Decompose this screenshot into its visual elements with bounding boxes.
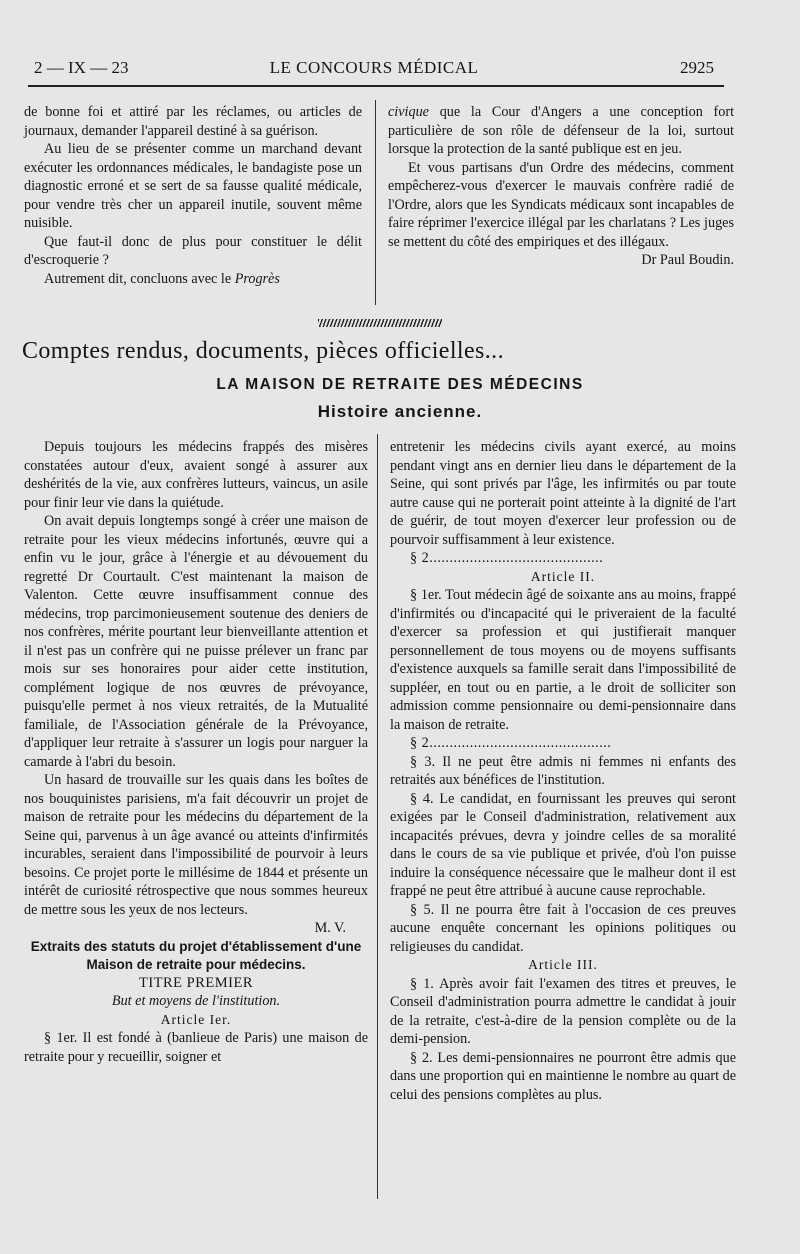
paragraph (24, 270, 362, 289)
prev-article-right-column (388, 103, 734, 270)
article-title: LA MAISON DE RETRAITE DES MÉDECINS (216, 376, 584, 393)
paragraph: Un hasard de trouvaille sur les quais dans les boîtes de nos bouquinistes parisiens, m'a fait découvrir un projet de maison de retraite pour les médecins du département de la Seine qui, parvenus à un âge avancé ou atteints d'infirmités incurables, seraient dans l'impossibilité de pourvoir à leurs besoins. Ce projet porte le millésime de 1844 et présente un intérêt de curiosité rétrospective que nous sommes heureux de mettre sous les yeux de nos lecteurs. (24, 772, 368, 918)
italic-text: Progrès (234, 270, 280, 287)
titre-premier: TITRE PREMIER (138, 974, 254, 991)
paragraph: de bonne foi et attiré par les réclames, ou articles de journaux, demander l'appareil destiné à sa guérison. (24, 104, 362, 139)
column-rule (377, 434, 378, 1199)
prev-article-left-column (24, 103, 362, 288)
author-initials: M. V. (314, 920, 346, 936)
ornament-divider (318, 319, 442, 327)
paragraph (388, 103, 734, 159)
italic-text: civique (388, 104, 429, 120)
article-left-column (24, 438, 368, 1066)
article-right-column (390, 438, 736, 1104)
paragraph: § 5. Il ne pourra être fait à l'occasion de ces preuves aucune enquête concernant les opinions politiques ou religieuses du candidat. (390, 901, 736, 955)
paragraph: Depuis toujours les médecins frappés des misères constatées autour d'eux, avaient songé à assurer aux deshérités de la vie, aux confrères lutteurs, vaincus, un asile pour finir leur vie dans la quiétude. (24, 439, 368, 511)
page-number: 2925 (680, 58, 714, 77)
paragraph: § 1. Après avoir fait l'examen des titres et preuves, le Conseil d'administration pourra admettre le candidat à jouir de la retraite, c'est-à-dire de la pension complète ou de la demi-pension. (390, 975, 736, 1047)
issue-date: 2 — IX — 23 (34, 58, 129, 77)
paragraph: Et vous partisans d'un Ordre des médecins, comment empêcherez-vous d'exercer le mauvais confrère radié de l'Ordre, alors que les Syndicats médicaux sont incapables de faire réprimer l'exercice illégal par les charlatans ? Les juges se mettent du côté des empiriques et des illégaux. (388, 159, 734, 250)
journal-title: LE CONCOURS MÉDICAL (269, 58, 479, 77)
institution-purpose-heading: But et moyens de l'institution. (111, 993, 281, 1009)
header-rule (28, 85, 724, 87)
paragraph: Au lieu de se présenter comme un marchand devant exécuter les ordonnances médicales, le bandagiste pose un diagnostic erroné et se sert de sa fausse qualité médicale, pour vendre très cher un appareil inutile, souvent même nuisible. (24, 141, 362, 231)
running-header (34, 58, 714, 86)
article-2-heading: Article II. (530, 568, 596, 584)
text-run: Autrement dit, concluons avec le (44, 270, 232, 287)
signature: Dr Paul Boudin. (641, 252, 734, 268)
paragraph: entretenir les médecins civils ayant exercé, au moins pendant vingt ans en dernier lieu dans le département de la Seine, qui sont privés par l'âge, les infirmités ou par toute autre cause qui ne porterait point atteinte à la dignité de l'art de guérir, de tout moyen d'exercer leur profession ou de pourvoir suffisamment à leur existence. (390, 439, 736, 548)
column-rule (375, 100, 376, 305)
elided-clause: § 2........................................... (410, 550, 604, 566)
paragraph: § 1er. Tout médecin âgé de soixante ans au moins, frappé d'infirmités ou d'incapacité qui le priveraient de la faculté d'exercer sa profession et qui justifierait manquer personnellement de tous moyens ou de moyens suffisants d'existence auxquels sa famille serait dans l'impossibilité de suppléer, en tout ou en partie, a le droit de solliciter son admission comme pensionnaire ou demi-pensionnaire dans la maison de retraite. (390, 587, 736, 733)
text-run: que la Cour d'Angers a une conception fort particulière de son rôle de défenseur de la loi, surtout lorsque la protection de la santé publique est en jeu. (388, 104, 735, 157)
article-1-heading: Article Ier. (160, 1011, 232, 1027)
section-title: Comptes rendus, documents, pièces officielles... (22, 338, 504, 364)
paragraph: On avait depuis longtemps songé à créer une maison de retraite pour les vieux médecins infortunés, œuvre qui a enfin vu le jour, grâce à l'énergie et au dévouement du regretté Dr Courtault. C'est maintenant la maison de Valenton. Cette œuvre insuffisamment connue des médecins, trop parcimonieusement soutenue des deniers de nos confrères, mérite pourtant leur bienveillante attention et il n'est pas un confrère qui ne puisse prélever un franc par mois sur ses honoraires pour aider cette institution, complément logique de nos œuvres de prévoyance, puisqu'elle permet à nos vieux retraités, de la Mutualité familiale, de l'Association générale de la Prévoyance, d'appliquer leur retraite à s'assurer un logis pour narguer la camarde à l'abri du besoin. (24, 513, 368, 770)
paragraph: Que faut-il donc de plus pour constituer le délit d'escroquerie ? (24, 233, 362, 268)
article-subtitle: Histoire ancienne. (317, 402, 483, 421)
paragraph: § 3. Il ne peut être admis ni femmes ni enfants des retraités aux bénéfices de l'institution. (390, 753, 736, 788)
paragraph: § 4. Le candidat, en fournissant les preuves qui seront exigées par le Conseil d'administration, relativement aux incapacités prévues, devra y joindre celles de sa moralité dans le cours de sa vie publique et privée, d'où l'on puisse induire la conséquence nécessaire que le malheur dont il est frappé ne peut être attribué à aucune cause reprochable. (390, 790, 736, 899)
paragraph: § 2. Les demi-pensionnaires ne pourront être admis que dans une proportion qui en maintienne le nombre au quart de celui des pensions complètes au plus. (390, 1049, 736, 1103)
extracts-heading: Extraits des statuts du projet d'établissement d'une Maison de retraite pour médecins. (30, 938, 362, 972)
elided-clause: § 2............................................. (410, 735, 612, 751)
paragraph: § 1er. Il est fondé à (banlieue de Paris) une maison de retraite pour y recueillir, soigner et (24, 1030, 368, 1065)
article-3-heading: Article III. (528, 957, 598, 972)
